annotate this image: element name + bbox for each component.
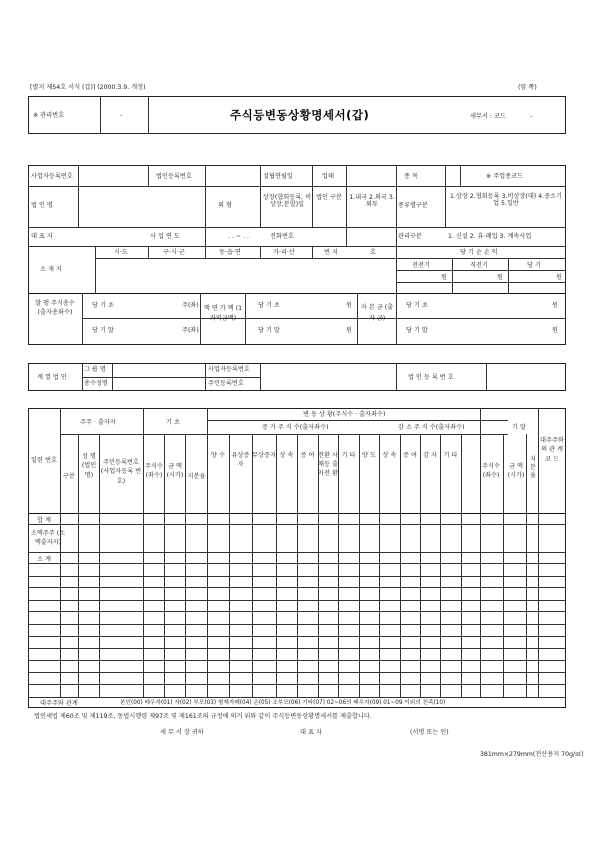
form-number: [별지 제54호 서식 (갑)] (2000.3.9. 개정) (30, 84, 146, 91)
table-col-line (503, 434, 504, 697)
addressee: 세 무 서 장 귀하 (160, 729, 204, 736)
phone-label: 전화번호 (270, 233, 294, 240)
par-value-label: 액 면 가 액 (1좌의금액) (203, 305, 243, 322)
resident-no-label: 주민등록번호 (208, 380, 244, 387)
issued-begin-label: 당 기 초 (92, 302, 114, 309)
col-increase-1: 유상증자 (231, 452, 250, 468)
table-col-line (480, 408, 481, 697)
par-end-won: 원 (346, 327, 352, 334)
addr-col-sido: 시·도 (114, 249, 128, 256)
col-end-ratio: 지 분 율 (530, 456, 536, 480)
group-name-label: 그 룹 명 (84, 366, 106, 373)
management-number-value[interactable]: - (120, 112, 123, 119)
table-col-line (276, 434, 277, 697)
paper-spec: 381mm×279mm(전산용지 70g/㎡) (480, 751, 584, 758)
pl-col-current: 당 기 (527, 262, 541, 269)
table-col-line (143, 408, 144, 697)
col-group-end: 기 말 (512, 424, 526, 431)
table-col-line (526, 434, 527, 697)
capital-label: 자 본 금 (출 자 금) (360, 304, 394, 322)
col-decrease-0: 양 도 (362, 452, 376, 459)
table-col-line (60, 408, 61, 697)
mgmt-class-label: 관리구분 (398, 233, 422, 240)
col-holder-type: 구분 (63, 473, 75, 480)
fiscal-year-label: 사 업 연 도 (150, 233, 180, 240)
col-serial: 일련 번호 (31, 457, 57, 464)
addr-col-bunji: 번 지 (324, 249, 338, 256)
col-holder-id: 주민등록번호 (사업자등록 번호) (100, 459, 142, 485)
col-decrease-4: 기 타 (443, 452, 458, 459)
location-label: 소 재 지 (40, 266, 62, 273)
sign-or-seal[interactable]: (서명 또는 인) (410, 729, 449, 736)
representative-sign-label: 대 표 자 (300, 729, 322, 736)
table-col-line (359, 434, 360, 697)
col-increase-0: 양 수 (211, 452, 225, 459)
col-decrease-2: 증 여 (403, 452, 417, 459)
table-col-line (338, 434, 339, 697)
col-increase-2: 무상증자 (252, 452, 276, 459)
table-col-line (297, 434, 298, 697)
pl-col-prev1: 직전기 (470, 262, 488, 269)
tax-office-dash: - (530, 113, 533, 120)
col-group-begin: 기 초 (166, 419, 180, 426)
pl-won-1: 원 (441, 274, 447, 281)
table-col-line (420, 434, 421, 697)
affiliate-label: 계 열 법 인 (37, 374, 67, 381)
capital-end-won: 원 (552, 327, 558, 334)
col-decrease-1: 상 속 (382, 452, 397, 459)
sector-label: 업태 (322, 173, 334, 180)
col-group-increase: 증 가 주 식 수(출자좌수) (262, 424, 329, 431)
table-col-line (461, 434, 462, 697)
item-label: 종 목 (404, 173, 418, 180)
type-class-options: 1.상장 2.협회등록 3.비상장(대) 4.중소기업 5.일반 (449, 193, 563, 208)
table-col-line (379, 434, 380, 697)
group-biz-no-label: 사업자등록번호 (208, 366, 250, 373)
col-holder-name: 성 명 (법인명) (81, 453, 97, 479)
issued-begin-unit: 주(좌) (182, 302, 199, 309)
pl-col-prev2: 전전기 (412, 262, 430, 269)
addr-col-ho: 호 (370, 249, 376, 256)
col-increase-3: 상 속 (279, 452, 294, 459)
listing-date-label: 상장(협회등록, 비상장,분할)일 (262, 194, 312, 209)
corp-name-label: 법 인 명 (31, 202, 53, 209)
row-subtotal-label: 소 계 (37, 556, 51, 563)
par-begin-label: 당 기 초 (258, 302, 280, 309)
col-group-decrease: 감 소 주 식 수(출자좌수) (398, 424, 465, 431)
table-col-line (229, 434, 230, 697)
table-col-line (440, 434, 441, 697)
tax-office-code: 세무서 : 코드 (470, 113, 506, 120)
page-side-label: (앞 쪽) (518, 84, 537, 91)
col-group-holder: 주주 · 출자자 (80, 419, 116, 426)
representative-label: 대 표 자 (31, 233, 53, 240)
pl-won-2: 원 (497, 274, 503, 281)
affiliate-corp-reg-label: 법 인 등 록 번 호 (408, 374, 454, 381)
col-group-change: 변 동 상 황(주식수 · 출자좌수) (303, 411, 386, 418)
capital-begin-won: 원 (552, 302, 558, 309)
corp-reg-no-label: 법인등록번호 (156, 173, 192, 180)
col-begin-shares: 주식수 (좌수) (145, 463, 163, 480)
col-increase-5: 전환 사채등 출자전 환 (318, 452, 338, 477)
capital-end-label: 당 기 말 (406, 327, 428, 334)
legend-items: 본인(00) 배우자(01) 자(02) 부모(03) 형제자매(04) 손(05) 조부모(06) 기타(07) 02~06의 배우자(09) 01~09 이외의 친족(10) (120, 700, 446, 706)
net-income-title: 당 기 순 손 익 (460, 249, 498, 256)
type-label: 외 형 (218, 202, 232, 209)
addr-col-dong: 동·읍·면 (219, 249, 241, 256)
table-col-line (400, 434, 401, 697)
biz-reg-no-label: 사업자등록번호 (31, 173, 73, 180)
par-end-label: 당 기 말 (258, 327, 280, 334)
col-relation-code: 대주주와의 관 계 코 드 (540, 437, 564, 463)
col-begin-ratio: 지분율 (187, 473, 206, 480)
col-end-amount: 금 액 (시가) (507, 463, 525, 480)
submission-statement: 법인세법 제60조 및 제119조, 동법시행령 제97조 및 제161조의 규정에 의거 위와 같이 주식등변동상황명세서를 제출합니다. (34, 713, 372, 720)
fiscal-year-value[interactable]: . . ~ . . (228, 233, 249, 240)
par-begin-won: 원 (346, 302, 352, 309)
founded-label: 설립연월일 (263, 173, 293, 180)
col-increase-4: 증 여 (300, 452, 315, 459)
addr-col-gu: 구·시·군 (163, 249, 185, 256)
row-total-label: 합 계 (37, 517, 51, 524)
pl-won-3: 원 (556, 274, 562, 281)
row-small-holders-label: 소액주주 (소액출자자) (30, 530, 66, 546)
capital-begin-label: 당 기 초 (406, 302, 428, 309)
col-increase-6: 기 타 (341, 452, 356, 459)
mgmt-class-options: 1. 신설 2. 휴·폐업 3. 계속사업 (448, 233, 532, 240)
type-class-label: 종류별구분 (398, 202, 428, 209)
management-number-label: ※ 관리번호 (33, 112, 65, 119)
table-col-line (252, 434, 253, 697)
chairman-name-label: 총수성명 (84, 380, 108, 387)
corp-class-label: 법인 구분 (316, 194, 342, 201)
corp-class-options: 1.내국 2.외국 3.외투 (349, 194, 395, 209)
issued-end-unit: 주(좌) (182, 327, 199, 334)
col-begin-amount: 금 액 (시가) (166, 463, 184, 480)
issued-end-label: 당 기 말 (92, 327, 114, 334)
issued-shares-label: 발 행 주식총수 (출자총좌수) (35, 300, 75, 317)
addr-col-ri: 가·리·산 (273, 249, 295, 256)
main-code-label: ※ 주업종코드 (486, 173, 524, 180)
legend-label: 대주주와 관계 (40, 700, 78, 707)
col-decrease-3: 감 자 (423, 452, 437, 459)
form-title: 주식등변동상황명세서(갑) (230, 108, 370, 122)
col-end-shares: 주식수 (좌수) (482, 463, 500, 480)
